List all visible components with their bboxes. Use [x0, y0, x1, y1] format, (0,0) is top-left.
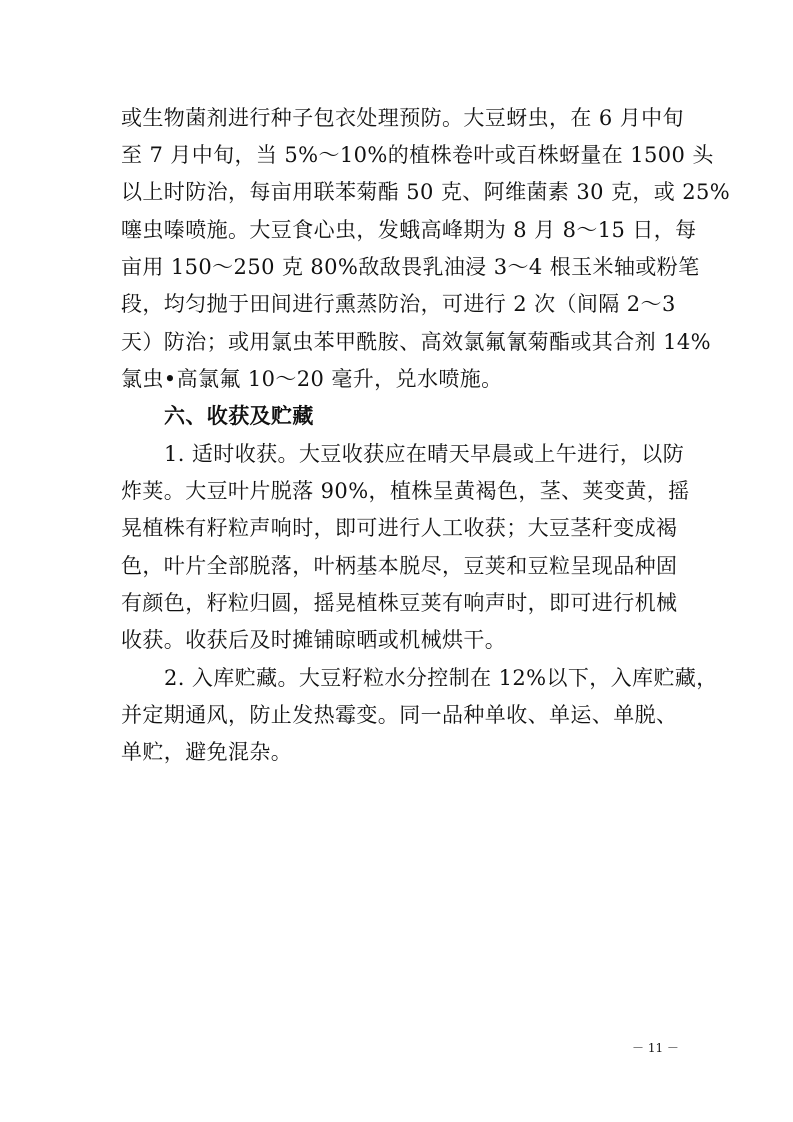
body-text-line: 单贮，避免混杂。 [121, 740, 293, 764]
body-text-line: 有颜色，籽粒归圆，摇晃植株豆荚有响声时，即可进行机械 [121, 591, 678, 615]
body-text-line: 收获。收获后及时摊铺晾晒或机械烘干。 [121, 628, 507, 652]
body-text-line: 晃植株有籽粒声响时，即可进行人工收获；大豆茎秆变成褐 [121, 516, 678, 540]
body-text-line: 段，均匀抛于田间进行熏蒸防治，可进行 2 次（间隔 2～3 [121, 292, 676, 316]
body-text-line: 至 7 月中旬，当 5%～10%的植株卷叶或百株蚜量在 1500 头 [121, 143, 714, 167]
body-text-line: 噻虫嗪喷施。大豆食心虫，发蛾高峰期为 8 月 8～15 日，每 [121, 218, 697, 242]
body-text-line: 色，叶片全部脱落，叶柄基本脱尽，豆荚和豆粒呈现品种固 [121, 554, 678, 578]
paragraph-first-line: 2. 入库贮藏。大豆籽粒水分控制在 12%以下，入库贮藏， [164, 666, 718, 690]
body-text-line: 亩用 150～250 克 80%敌敌畏乳油浸 3～4 根玉米轴或粉笔 [121, 255, 700, 279]
body-text-line: 天）防治；或用氯虫苯甲酰胺、高效氯氟氰菊酯或其合剂 14% [121, 330, 711, 354]
body-text-line: 以上时防治，每亩用联苯菊酯 50 克、阿维菌素 30 克，或 25% [121, 180, 731, 204]
body-text-line: 或生物菌剂进行种子包衣处理预防。大豆蚜虫，在 6 月中旬 [121, 106, 684, 130]
page-number: － 11 － [632, 1041, 679, 1055]
section-heading: 六、收获及贮藏 [164, 404, 314, 428]
body-text-line: 炸荚。大豆叶片脱落 90%，植株呈黄褐色，茎、荚变黄，摇 [121, 479, 690, 503]
body-text-line: 氯虫•高氯氟 10～20 毫升，兑水喷施。 [121, 367, 503, 391]
body-text-line: 并定期通风，防止发热霉变。同一品种单收、单运、单脱、 [121, 703, 678, 727]
paragraph-first-line: 1. 适时收获。大豆收获应在晴天早晨或上午进行，以防 [164, 442, 685, 466]
